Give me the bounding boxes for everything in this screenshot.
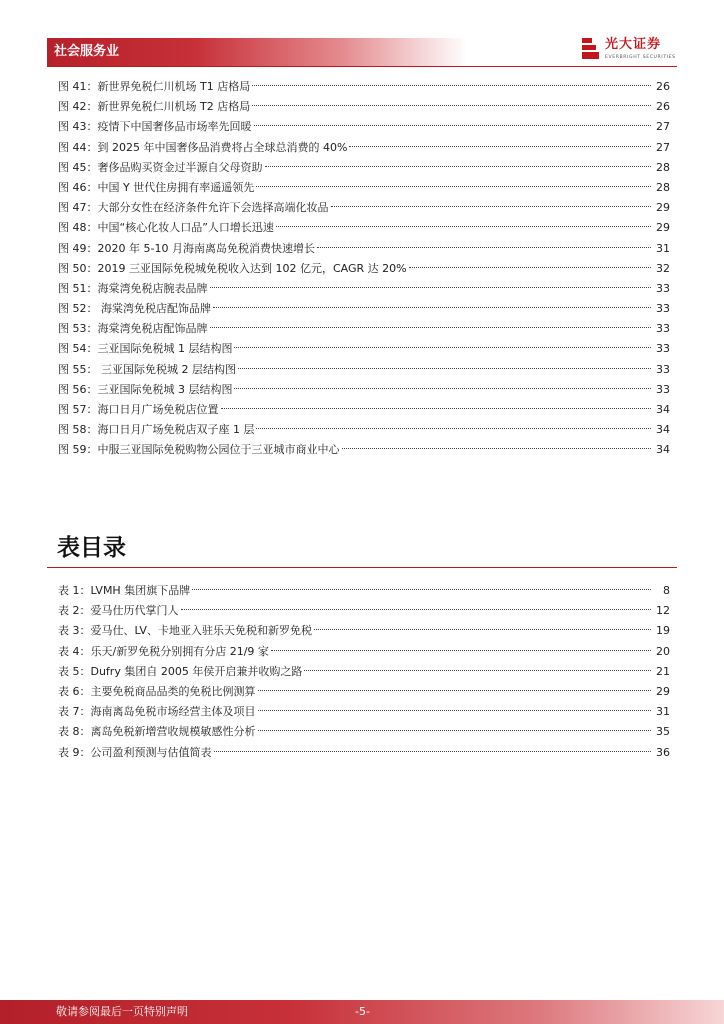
figure-entry-label: 图 43：疫情下中国奢侈品市场率先回暖 [58,120,252,134]
figure-entry[interactable] [58,117,670,137]
figure-entry-label: 图 44：到 2025 年中国奢侈品消费将占全球总消费的 40% [58,140,348,154]
table-entry[interactable] [58,662,670,682]
figure-entry[interactable] [58,380,670,400]
dot-leader [254,125,652,126]
figure-entry-label: 图 46：中国 Y 世代住房拥有率遥遥领先 [58,180,255,194]
table-entry-page: 29 [656,684,670,698]
figure-entry[interactable] [58,158,670,178]
figure-entry-page: 34 [656,423,670,437]
figure-entry-label: 图 56：三亚国际免税城 3 层结构图 [58,382,233,396]
dot-leader [234,347,651,348]
dot-leader [271,650,651,651]
page-number: -5- [355,1005,370,1018]
header-divider [47,66,677,67]
dot-leader [276,226,651,227]
dot-leader [214,751,652,752]
table-entry-page: 21 [656,664,670,678]
table-entry-page: 20 [656,644,670,658]
figure-entry[interactable] [58,77,670,97]
table-entry[interactable] [58,581,670,601]
table-entry-label: 表 7：海南离岛免税市场经营主体及项目 [58,705,256,719]
dot-leader [409,267,651,268]
table-entry-label: 表 2：爱马仕历代掌门人 [58,604,179,618]
figure-entry-page: 29 [656,221,670,235]
figure-entry-page: 33 [656,382,670,396]
figure-entry-page: 33 [656,342,670,356]
figure-entry-page: 33 [656,322,670,336]
figure-entry-page: 33 [656,302,670,316]
dot-leader [258,690,652,691]
dot-leader [213,307,651,308]
figure-entry-page: 31 [656,241,670,255]
footer-disclaimer: 敬请参阅最后一页特别声明 [56,1005,188,1018]
table-entry[interactable] [58,601,670,621]
everbright-logo-icon [580,37,600,61]
figure-entry[interactable] [58,360,670,380]
dot-leader [210,327,652,328]
table-list [58,581,670,763]
table-entry-page: 35 [656,725,670,739]
figure-entry-page: 34 [656,443,670,457]
figure-entry-label: 图 51：海棠湾免税店腕表品牌 [58,281,208,295]
table-entry[interactable] [58,743,670,763]
figure-entry-label: 图 49：2020 年 5-10 月海南离岛免税消费快速增长 [58,241,315,255]
figure-entry[interactable] [58,178,670,198]
figure-entry[interactable] [58,239,670,259]
figure-entry-label: 图 42：新世界免税仁川机场 T2 店格局 [58,100,251,114]
figure-entry-label: 图 59：中服三亚国际免税购物公园位于三亚城市商业中心 [58,443,340,457]
table-entry[interactable] [58,621,670,641]
dot-leader [317,247,651,248]
dot-leader [258,710,652,711]
figure-entry[interactable] [58,198,670,218]
table-entry-label: 表 3：爱马仕、LV、卡地亚入驻乐天免税和新罗免税 [58,624,312,638]
dot-leader [252,85,651,86]
table-entry[interactable] [58,702,670,722]
figure-entry[interactable] [58,440,670,460]
figure-entry-page: 33 [656,362,670,376]
table-entry-page: 36 [656,745,670,759]
table-entry[interactable] [58,642,670,662]
figure-entry[interactable] [58,339,670,359]
dot-leader [349,146,651,147]
table-entry-page: 31 [656,705,670,719]
table-entry-label: 表 1：LVMH 集团旗下品牌 [58,584,191,597]
table-entry-label: 表 4：乐天/新罗免税分别拥有分店 21/9 家 [58,644,269,658]
figure-entry-page: 29 [656,201,670,215]
brand-name-en: EVERBRIGHT SECURITIES [605,55,676,60]
figure-entry[interactable] [58,319,670,339]
brand-logo [580,36,680,66]
figure-entry-label: 图 48：中国“核心化妆人口品”人口增长迅速 [58,221,274,235]
dot-leader [304,670,651,671]
figure-entry[interactable] [58,138,670,158]
figure-entry[interactable] [58,400,670,420]
figure-entry-page: 28 [656,160,670,174]
dot-leader [258,730,652,731]
figure-entry-page: 28 [656,180,670,194]
dot-leader [221,408,652,409]
dot-leader [252,105,651,106]
dot-leader [210,287,652,288]
figure-entry[interactable] [58,218,670,238]
figure-entry-label: 图 53：海棠湾免税店配饰品牌 [58,322,208,336]
figure-entry-label: 图 41：新世界免税仁川机场 T1 店格局 [58,80,251,93]
table-entry-page: 8 [663,584,670,597]
figure-entry-label: 图 47：大部分女性在经济条件允许下会选择高端化妆品 [58,201,329,215]
figure-entry[interactable] [58,97,670,117]
dot-leader [342,448,652,449]
dot-leader [181,609,652,610]
dot-leader [256,428,651,429]
figure-entry-page: 27 [656,120,670,134]
figure-entry-label: 图 55： 三亚国际免税城 2 层结构图 [58,362,236,376]
figure-entry-page: 26 [656,100,670,114]
brand-name-cn: 光大证券 [605,37,662,52]
figure-entry-label: 图 58：海口日月广场免税店双子座 1 层 [58,423,255,437]
figure-entry-label: 图 57：海口日月广场免税店位置 [58,403,219,416]
figure-entry-page: 34 [656,403,670,416]
table-list-divider [47,567,677,568]
figure-entry[interactable] [58,259,670,279]
figure-entry-label: 图 52： 海棠湾免税店配饰品牌 [58,302,211,316]
figure-entry[interactable] [58,299,670,319]
table-entry[interactable] [58,722,670,742]
figure-entry-page: 26 [656,80,670,93]
figure-entry-page: 32 [656,261,670,275]
dot-leader [331,206,652,207]
figure-entry-label: 图 50：2019 三亚国际免税城免税收入达到 102 亿元，CAGR 达 20% [58,261,407,275]
table-entry-page: 19 [656,624,670,638]
dot-leader [234,388,651,389]
table-entry-label: 表 8：离岛免税新增营收规模敏感性分析 [58,725,256,739]
figure-list [58,77,670,461]
dot-leader [314,629,651,630]
dot-leader [192,589,651,590]
table-entry-label: 表 6：主要免税商品品类的免税比例测算 [58,684,256,698]
figure-entry-label: 图 45：奢侈品购买资金过半源自父母资助 [58,160,263,174]
section-title: 社会服务业 [54,44,120,59]
figure-entry[interactable] [58,420,670,440]
dot-leader [265,166,652,167]
table-list-title: 表目录 [57,535,126,561]
figure-entry-page: 33 [656,281,670,295]
table-entry[interactable] [58,682,670,702]
dot-leader [238,368,651,369]
figure-entry[interactable] [58,279,670,299]
table-entry-label: 表 5：Dufry 集团自 2005 年侯开启兼并收购之路 [58,664,303,678]
table-entry-label: 表 9：公司盈利预测与估值简表 [58,745,212,759]
table-entry-page: 12 [656,604,670,618]
dot-leader [256,186,651,187]
figure-entry-label: 图 54：三亚国际免税城 1 层结构图 [58,342,233,356]
figure-entry-page: 27 [656,140,670,154]
